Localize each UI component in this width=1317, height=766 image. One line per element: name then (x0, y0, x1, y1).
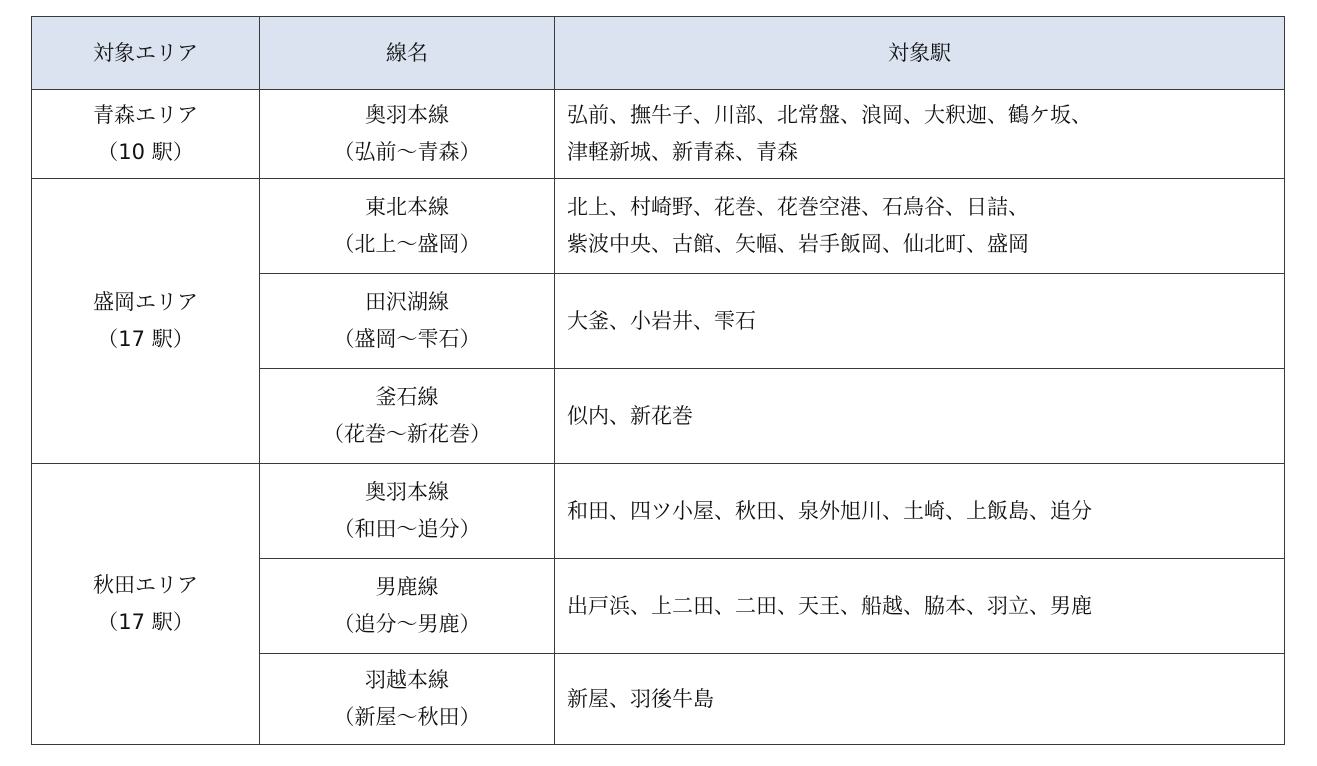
area-count: （10 駅） (97, 140, 194, 164)
area-name: 秋田エリア (93, 573, 198, 597)
stations-cell (555, 654, 1285, 745)
table-row (32, 90, 1285, 179)
area-count: （17 駅） (97, 610, 194, 634)
line-cell (260, 464, 555, 559)
stations-text: 大釜、小岩井、雫石 (567, 308, 756, 333)
line-cell (260, 369, 555, 464)
area-cell-aomori (32, 90, 260, 179)
stations-cell (555, 179, 1285, 274)
line-name: 田沢湖線 (365, 290, 449, 314)
stations-text: 津軽新城、新青森、青森 (567, 140, 798, 164)
line-name: 東北本線 (365, 195, 449, 219)
line-cell (260, 274, 555, 369)
table-row (32, 464, 1285, 559)
line-name: 羽越本線 (365, 668, 449, 692)
header-line: 線名 (260, 17, 555, 90)
header-area: 対象エリア (32, 17, 260, 90)
stations-text: 北上、村崎野、花巻、花巻空港、石鳥谷、日詰、 (567, 195, 1029, 219)
line-cell (260, 654, 555, 745)
stations-cell (555, 274, 1285, 369)
line-section: （盛岡～雫石） (333, 327, 481, 351)
area-cell-akita (32, 464, 260, 745)
stations-cell (555, 464, 1285, 559)
stations-cell (555, 559, 1285, 654)
stations-text: 似内、新花巻 (567, 403, 693, 428)
line-section: （和田～追分） (333, 517, 481, 541)
target-stations-table (31, 16, 1285, 745)
line-section: （追分～男鹿） (333, 612, 481, 636)
header-row (32, 17, 1285, 90)
line-section: （花巻～新花巻） (323, 422, 491, 446)
area-name: 盛岡エリア (93, 290, 198, 314)
area-count: （17 駅） (97, 327, 194, 351)
line-name: 釜石線 (375, 385, 439, 409)
line-cell (260, 90, 555, 179)
stations-text: 紫波中央、古館、矢幅、岩手飯岡、仙北町、盛岡 (567, 232, 1029, 256)
line-name: 奥羽本線 (365, 103, 449, 127)
line-section: （弘前～青森） (333, 140, 481, 164)
table-row (32, 179, 1285, 274)
line-section: （北上～盛岡） (333, 232, 481, 256)
header-stations: 対象駅 (555, 17, 1285, 90)
area-cell-morioka (32, 179, 260, 464)
line-section: （新屋～秋田） (333, 705, 481, 729)
stations-text: 新屋、羽後牛島 (567, 686, 714, 711)
stations-text: 弘前、撫牛子、川部、北常盤、浪岡、大釈迦、鶴ケ坂、 (567, 103, 1092, 127)
stations-text: 和田、四ツ小屋、秋田、泉外旭川、土崎、上飯島、追分 (567, 498, 1092, 523)
line-cell (260, 179, 555, 274)
stations-cell (555, 369, 1285, 464)
stations-cell (555, 90, 1285, 179)
stations-text: 出戸浜、上二田、二田、天王、船越、脇本、羽立、男鹿 (567, 593, 1092, 618)
area-name: 青森エリア (93, 103, 198, 127)
line-name: 男鹿線 (375, 575, 439, 599)
line-name: 奥羽本線 (365, 480, 449, 504)
line-cell (260, 559, 555, 654)
